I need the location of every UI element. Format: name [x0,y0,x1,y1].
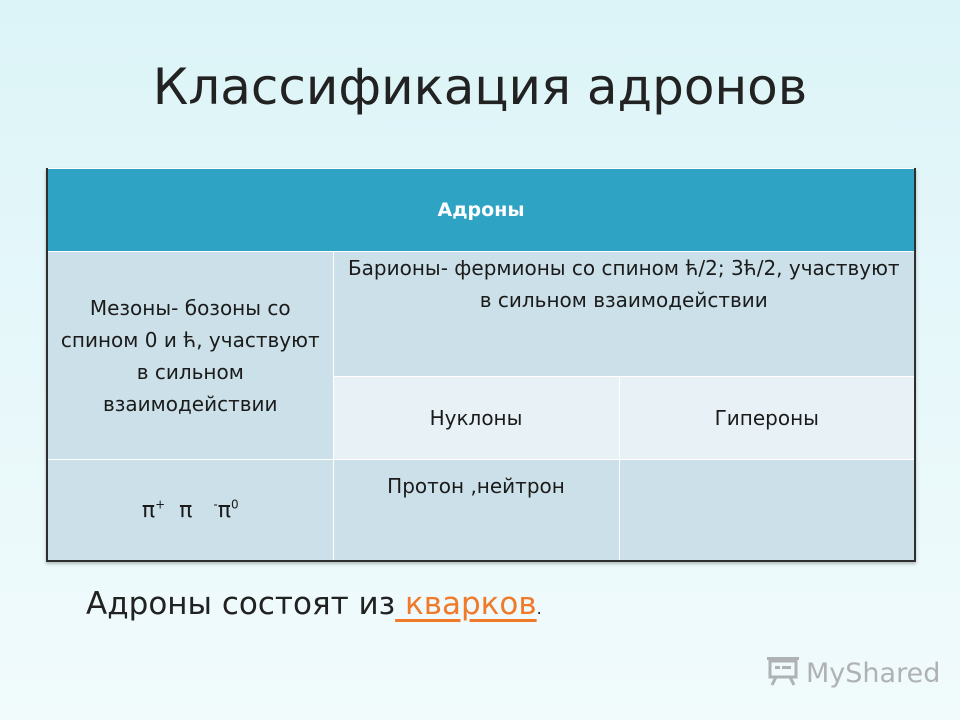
meson-members-cell [47,460,333,562]
meson-description-cell: Мезоны- бозоны со спином 0 и ћ, участвуют в сильном взаимодействии [47,252,333,460]
quarks-link[interactable]: кварков [395,586,537,622]
hadron-classification-table [46,168,916,562]
quark-sentence-text: Адроны состоят из [86,586,396,622]
logo-text: MyShared [806,657,941,689]
sentence-period: . [536,599,542,618]
hyperon-members-cell [619,460,915,562]
table-header-hadrons: Адроны [47,169,915,252]
nucleons-header-cell: Нуклоны [333,377,619,460]
pi-plus: π+ [141,497,166,523]
myshared-logo [766,656,940,690]
quark-composition-sentence [86,586,542,622]
nucleon-members-cell: Протон ,нейтрон [333,460,619,562]
baryon-description-cell: Барионы- фермионы со спином ћ/2; 3ћ/2, участвуют в сильном взаимодействии [333,252,915,377]
pi-minus: π - [179,497,218,523]
hyperons-header-cell: Гипероны [619,377,915,460]
slide-title: Классификация адронов [152,58,808,116]
pi-zero: $\pi^0$ [217,497,239,523]
presentation-board-icon [766,656,800,690]
